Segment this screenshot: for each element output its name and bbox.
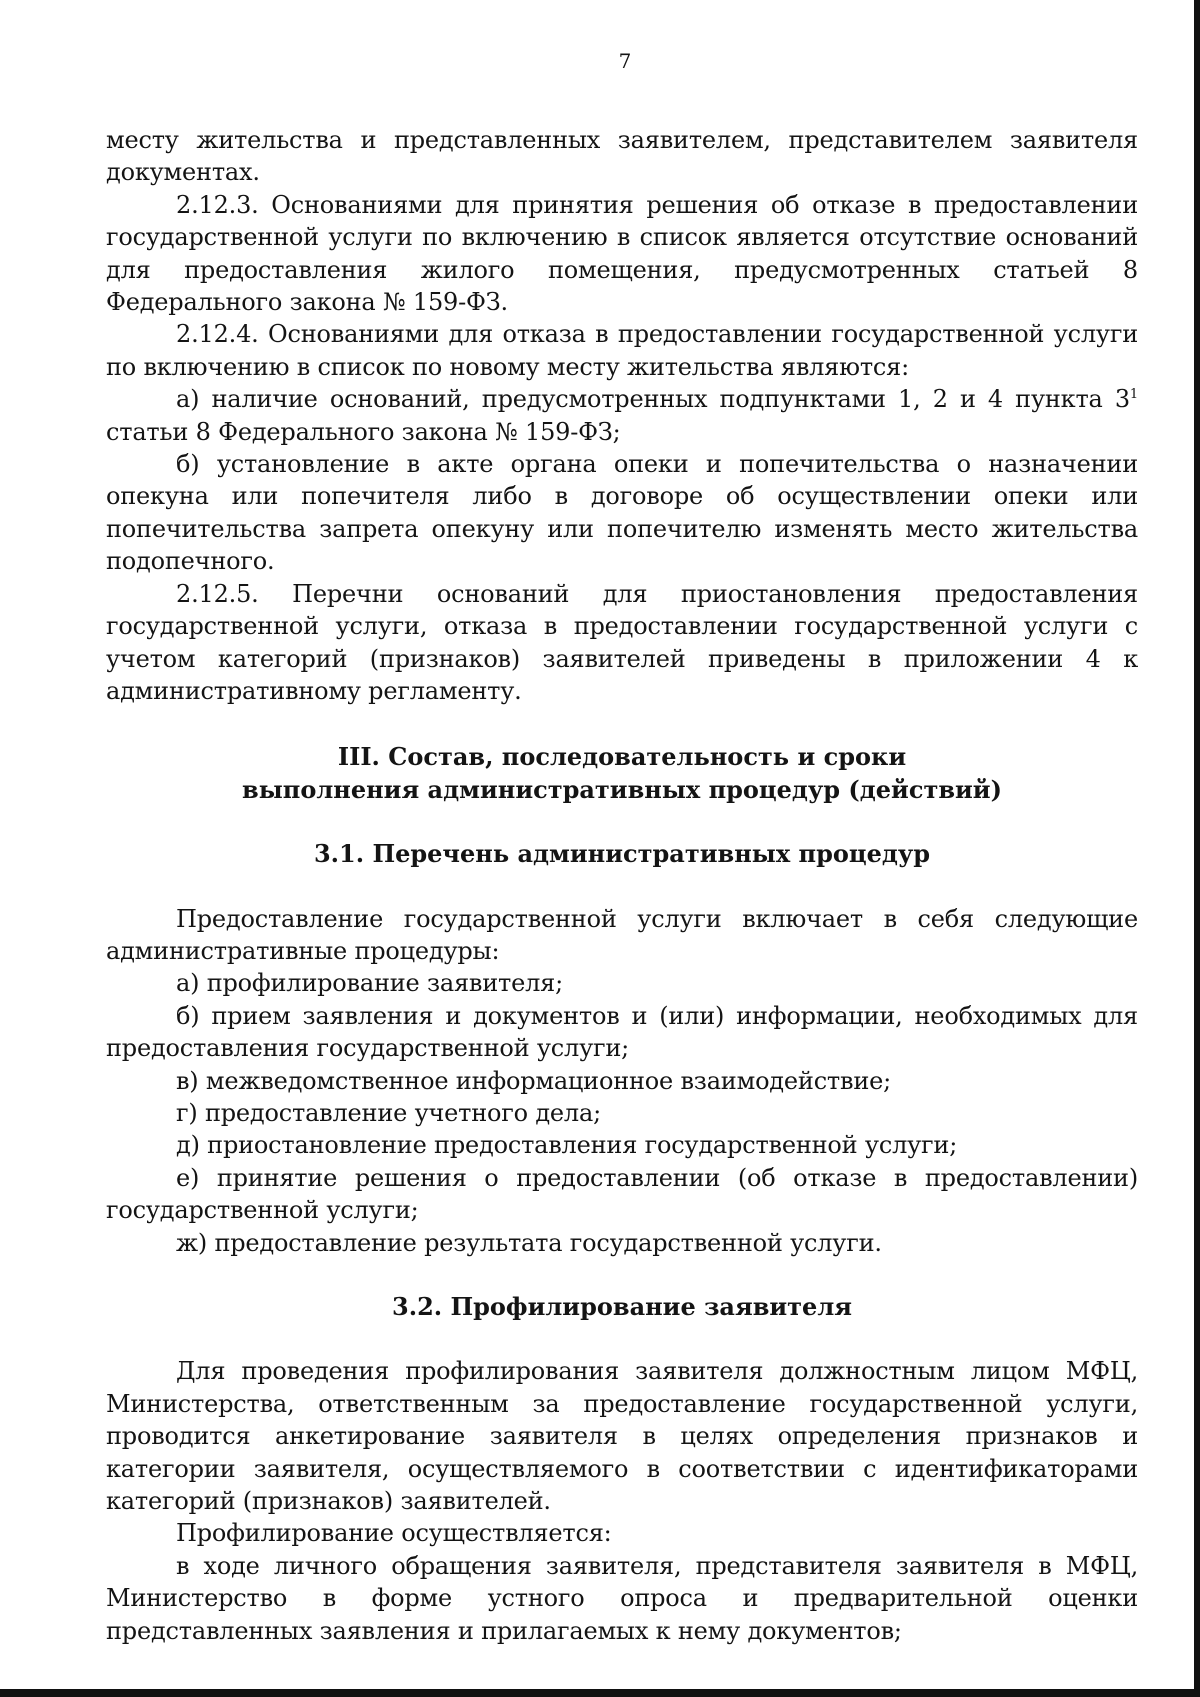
procedure-item-a: а) профилирование заявителя; [176, 969, 563, 998]
spacer [106, 806, 1138, 838]
subsection-3-1-title: 3.1. Перечень административных процедур [313, 839, 930, 869]
list-item-a [106, 383, 1138, 448]
procedure-item-d: д) приостановление предоставления государственной услуги; [176, 1131, 958, 1160]
paragraph-2-12-3: 2.12.3. Основаниями для принятия решения об отказе в предоставлении государственной услуги по включению в список является отсутствие оснований для предоставления жилого помещения, предусмотренных статьей 8 Федерального закона № 159-ФЗ. [106, 190, 1138, 317]
paragraph-2-12-4: 2.12.4. Основаниями для отказа в предоставлении государственной услуги по включению в список по новому месту жительства являются: [106, 320, 1138, 381]
spacer [106, 707, 1138, 741]
scan-border-bottom [0, 1689, 1200, 1697]
list-item-a-text-start: а) наличие оснований, предусмотренных подпунктами 1, 2 и 4 пункта 3 [176, 385, 1130, 414]
procedure-item-zh: ж) предоставление результата государственной услуги. [176, 1228, 882, 1257]
subsection-3-1-intro: Предоставление государственной услуги включает в себя следующие административные процедуры: [106, 904, 1138, 965]
subsection-3-2-paragraph-1: Для проведения профилирования заявителя должностным лицом МФЦ, Министерства, ответственным за предоставление государственной услуги, проводится анкетирование заявителя в целях определения признаков и категории заявителя, осуществляемого в соответствии с идентификаторами категорий (признаков) заявителей. [106, 1357, 1138, 1516]
scan-border-right [1194, 0, 1200, 1697]
spacer [106, 871, 1138, 903]
procedure-item-b: б) прием заявления и документов и (или) информации, необходимых для предоставления государственной услуги; [106, 1001, 1138, 1063]
section-3-title-line2: выполнения административных процедур (действий) [242, 774, 1002, 804]
list-item-b: б) установление в акте органа опеки и попечительства о назначении опекуна или попечителя либо в договоре об осуществлении опеки или попечительства запрета опекуну или попечителю изменять место жительства подопечного. [106, 450, 1138, 576]
subsection-3-2-paragraph-2: Профилирование осуществляется: [176, 1519, 612, 1548]
section-3-title-line1: III. Состав, последовательность и сроки [337, 742, 907, 772]
paragraph-continuation: месту жительства и представленных заявителем, представителем заявителя документах. [106, 126, 1138, 187]
document-body [106, 124, 1138, 1647]
procedure-item-v: в) межведомственное информационное взаимодействие; [176, 1066, 892, 1095]
spacer [106, 1259, 1138, 1291]
page-number: 7 [618, 49, 632, 73]
superscript-index: 1 [1129, 387, 1138, 403]
spacer [106, 1323, 1138, 1355]
subsection-3-2-title: 3.2. Профилирование заявителя [392, 1292, 852, 1321]
procedure-item-e: е) принятие решения о предоставлении (об отказе в предоставлении) государственной услуги; [106, 1163, 1138, 1225]
procedure-item-g: г) предоставление учетного дела; [176, 1098, 601, 1127]
subsection-3-2-paragraph-3: в ходе личного обращения заявителя, представителя заявителя в МФЦ, Министерство в форме устного опроса и предварительной оценки представленных заявления и прилагаемых к нему документов; [106, 1551, 1138, 1645]
list-item-a-text-end: статьи 8 Федерального закона № 159-ФЗ; [106, 417, 621, 446]
paragraph-2-12-5: 2.12.5. Перечни оснований для приостановления предоставления государственной услуги, отказа в предоставлении государственной услуги с учетом категорий (признаков) заявителей приведены в приложении 4 к административному регламенту. [106, 579, 1138, 705]
